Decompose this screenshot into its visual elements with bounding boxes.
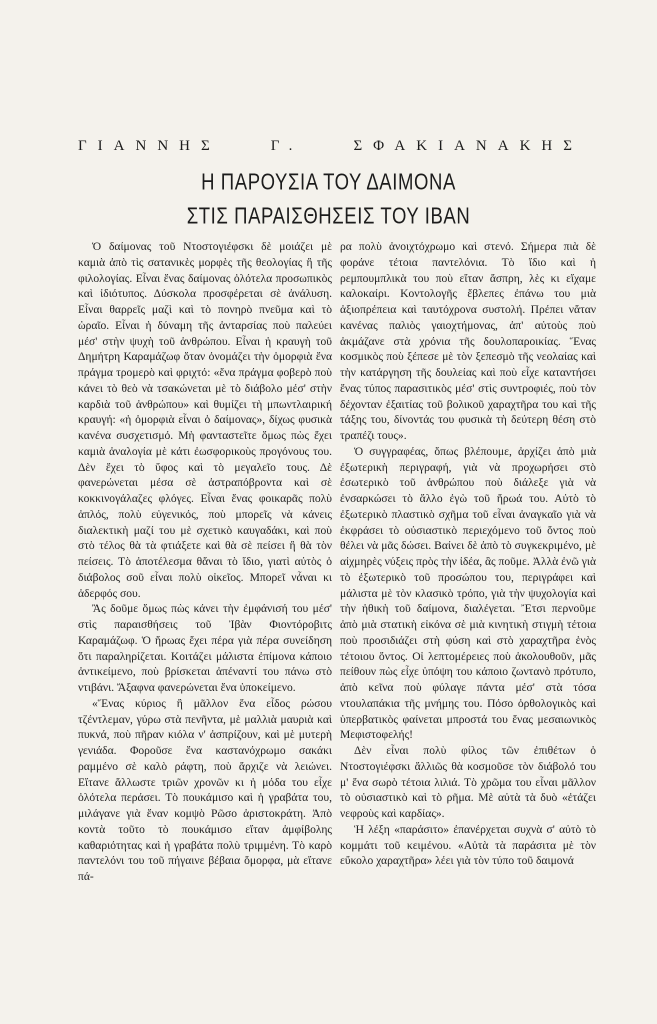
paragraph: Ἡ λέξη «παράσιτο» ἐπανέρχεται συχνὰ σ' αὐτὸ τὸ κομμάτι τοῦ κειμένου. «Αὐτὰ τὰ παράσιτα μὲ τὸν εὔκολο χαραχτῆρα» λέει γιὰ τὸν τύπο τοῦ δαιμονά (340, 823, 596, 868)
paragraph: ρα πολὺ ἀνοιχτόχρωμο καὶ στενό. Σήμερα πιὰ δὲ φοράνε τέτοια παντελόνια. Τὸ ἴδιο καὶ ἡ ρεμπουμπλικὰ του ποὺ εἴταν ἄσπρη, λὲς κι εἴχαμε καλοκαίρι. Κοντολογῆς ἔβλεπες ἐπάνω του μιὰ ἀξιοπρέπεια καὶ ταυτόχρονα συστολή. Πρέπει νἄταν κανένας παλιὸς γαιοχτήμονας, ἀπ' αὐτοὺς ποὺ ἀκμάζανε στὰ χρόνια τῆς δουλοπαροικίας. Ἕνας κοσμικὸς ποὺ ξέπεσε μὲ τὸν ξεπεσμὸ τῆς νεολαίας καὶ τὴν κατάργηση τῆς δουλείας καὶ ποὺ εἶχε καταντήσει ἕνας τύπος παρασιτικὸς μέσ' στὶς συντροφιές, ποὺ τὸν δέχονταν ἐξαιτίας τοῦ βολικοῦ χαραχτῆρα του καὶ τῆς τάξης του, δίνοντάς του φυσικὰ τὴ δεύτερη θέση στὸ τραπέζι τους». (340, 241, 596, 442)
paragraph: Ὁ συγγραφέας, ὅπως βλέπουμε, ἀρχίζει ἀπὸ μιὰ ἐξωτερικὴ περιγραφή, γιὰ νὰ προχωρήσει στὸ ἐσωτερικὸ τοῦ ἀνθρώπου ποὺ διάλεξε γιὰ νὰ ἐνσαρκώσει τὸ ἄλλο ἐγὼ τοῦ ἥρωά του. Αὐτὸ τὸ ἐξωτερικὸ πλαστικὸ σχῆμα τοῦ εἶναι ἀναγκαῖο γιὰ νὰ ἐκφράσει τὸ οὐσιαστικὸ περιεχόμενο τοῦ ὄντος ποὺ θέλει νὰ μᾶς δώσει. Βαίνει δὲ ἀπὸ τὸ συγκεκριμένο, μὲ αἰχμηρὲς νύξεις πρὸς τὴν ἰδέα, ἂς ποῦμε. Ἀλλὰ ἐνῶ γιὰ τὸ ἐξωτερικὸ τοῦ προσώπου του, περιγράφει καὶ μάλιστα μὲ τὸν κλασικὸ τρόπο, γιὰ τὴν ψυχολογία καὶ τὴν ἠθικὴ τοῦ δαίμονα, διαλέγεται. Ἔτσι περνοῦμε ἀπὸ μιὰ στατικὴ εἰκόνα σὲ μιὰ κινητικὴ στιγμὴ τέτοια ποὺ προσιδιάζει στὴ φύση καὶ στὸ χαραχτῆρα ἑνὸς τέτοιου ὄντος. Οἱ λεπτομέρειες ποὺ ἀκολουθοῦν, μᾶς πείθουν πὼς εἶχε ὑπόψη του κάποιο ζωντανὸ πρότυπο, ἀπὸ κεῖνα ποὺ φύλαγε πάντα μέσ' στὰ τόσα ντουλαπάκια τῆς μνήμης του. Πόσο ὀρθολογικὸς καὶ ὑπερβατικὸς φαίνεται μπροστά του ἕνας μεσαιωνικὸς Μεφιστοφελής! (340, 445, 596, 742)
article-title-line-1: Η ΠΑΡΟΥΣΙΑ ΤΟΥ ΔΑΙΜΟΝΑ (201, 168, 456, 195)
author-last-name: ΣΦΑΚΙΑΝΑΚΗΣ (353, 138, 583, 154)
right-text-column (340, 240, 596, 980)
left-text-column (78, 240, 332, 980)
author-initial: Γ. (270, 138, 304, 154)
paragraph: Ἂς δοῦμε ὅμως πὼς κάνει τὴν ἐμφάνισή του μέσ' στὶς παραισθήσεις τοῦ Ἰβὰν Φιοντόροβιτς Καραμάζωφ. Ὁ ἥρωας ἔχει πέρα γιὰ πέρα συνείδηση ὅτι παραληρίζεται. Κοιτάζει μάλιστα ἐπίμονα κάποιο ἀντικείμενο, ποὺ βρίσκεται ἀπέναντί του πάνω στὸ ντιβάνι. Ἄξαφνα φανερώνεται ἕνα ὑποκείμενο. (78, 603, 332, 694)
author-first-name: ΓΙΑΝΝΗΣ (78, 138, 221, 154)
paragraph: Δὲν εἶναι πολὺ φίλος τῶν ἐπιθέτων ὁ Ντοστογιέφσκι ἄλλιῶς θὰ κοσμοῦσε τὸν διάβολό του μ' ἕνα σωρὸ τέτοια λιλιά. Τὸ χρῶμα του εἶναι μᾶλλον τὸ οὐσιαστικὸ καὶ τὸ ρῆμα. Μὲ αὐτὰ τὰ δυὸ «ἐτάζει νεφροὺς καὶ καρδίας». (340, 745, 596, 820)
author-byline (78, 138, 583, 155)
paragraph: «Ἕνας κύριος ἢ μᾶλλον ἕνα εἶδος ρώσου τζέντλεμαν, γύρω στὰ πενῆντα, μὲ μαλλιὰ μαυριὰ καὶ πυκνά, ποὺ πῆραν κιόλα ν' ἀσπρίζουν, καὶ μὲ μυτερὴ γενιάδα. Φοροῦσε ἕνα καστανόχρωμο σακάκι ραμμένο σὲ καλὸ ράφτη, ποὺ ἄρχιζε νὰ λειώνει. Εἴτανε ἄλλωστε τριῶν χρονῶν κι ἡ μόδα του εἶχε ὁλότελα περάσει. Τὸ πουκάμισο καὶ ἡ γραβάτα του, μιλάγανε γιὰ ἕναν κομψὸ Ρῶσο ἀριστοκράτη. Ἀπὸ κοντὰ τοῦτο τὸ πουκάμισο εἴταν ἀμφίβολης καθαριότητας καὶ ἡ γραβάτα πολὺ τριμμένη. Τὸ καρὸ παντελόνι του τοῦ πήγαινε βέβαια ὄμορφα, μὰ εἴτανε πά- (78, 697, 332, 883)
article-title-line-2: ΣΤΙΣ ΠΑΡΑΙΣΘΗΣΕΙΣ ΤΟΥ ΙΒΑΝ (186, 202, 471, 229)
paragraph: Ὁ δαίμονας τοῦ Ντοστογιέφσκι δὲ μοιάζει μὲ καμιὰ ἀπὸ τὶς σατανικὲς μορφὲς τῆς θεολογίας ἢ τῆς φιλολογίας. Εἶναι ἕνας δαίμονας ὁλότελα προσωπικὸς καὶ ἰδιότυπος. Δύσκολα προσφέρεται σὲ ἀνάλυση. Εἶναι θαρρεῖς μαζὶ καὶ τὸ πονηρὸ πνεῦμα καὶ τὸ ὡραῖο. Εἶναι ἡ δύναμη τῆς ἀνταρσίας ποὺ παλεύει μέσ' στὴν ψυχὴ τοῦ ἀνθρώπου. Εἶναι ἡ κραυγὴ τοῦ Δημήτρη Καραμάζωφ ὅταν ὀνομάζει τὴν ὀμορφιὰ ἕνα πράγμα τρομερὸ καὶ φριχτό: «ἕνα πράγμα φοβερὸ ποὺ κάνει τὸ θεὸ νὰ τσακώνεται μὲ τὸ διάβολο μέσ' στὴν καρδιὰ τοῦ ἀνθρώπου» καὶ θυμίζει τὴ μπωντλαιρική κραυγή: «ἡ ὀμορφιὰ εἶναι ὁ δαίμονας», δίχως φυσικὰ κανένα συσχετισμό. Μὴ φανταστεῖτε ὅμως πὼς ἔχει καμιὰ ἀναλογία μὲ κάτι ἐωσφορικοὺς προγόνους του. Δὲν ἔχει τὸ ὕφος καὶ τὸ μεγαλεῖο τους. Δὲ φανερώνεται μέσα σὲ ἀστραπόβροντα καὶ σὲ κοκκινογάλαζες φλόγες. Εἶναι ἕνας φοικαρᾶς πολὺ ἁπλός, πολὺ εὐγενικός, ποὺ μπορεῖς νὰ κάνεις διαλεκτικὴ μαζί του μὲ σχετικὸ καυγαδάκι, καὶ ποὺ στὸ τέλος θὰ τὰ φτιάξετε καὶ θὰ σὲ πείσει ἢ θὰ τὸν πείσεις. Τὸ ἀποτέλεσμα θἄναι τὸ ἴδιο, γιατὶ αὐτὸς ὁ διάβολος σοῦ εἶναι πολὺ οἰκεῖος. Μπορεῖ νἆναι κι ἀδερφός σου. (78, 241, 332, 600)
